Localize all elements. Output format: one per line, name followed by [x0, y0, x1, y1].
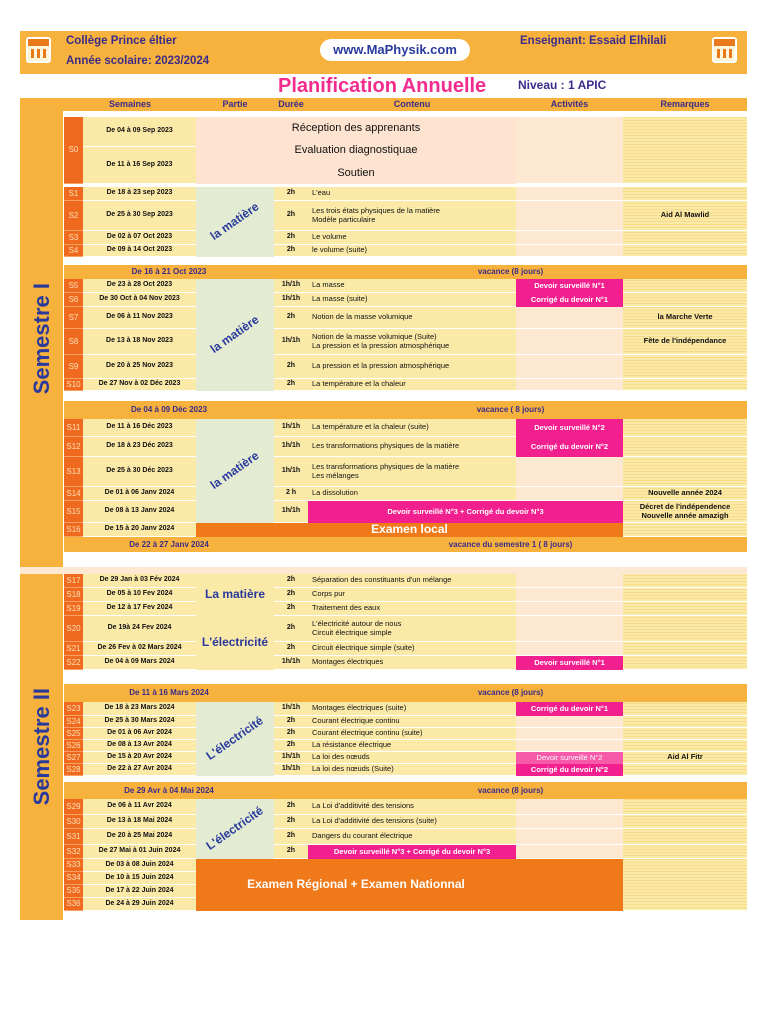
s0-content-line: Evaluation diagnostiquae	[294, 144, 418, 157]
duration-cell: 2h	[274, 716, 308, 728]
activity-cell	[516, 588, 623, 602]
week-index: S8	[64, 329, 83, 355]
remark-cell: Fête de l'indépendance	[623, 329, 747, 355]
duration-cell: 1h/1h	[274, 279, 308, 293]
content-cell: le volume (suite)	[308, 245, 516, 257]
header-blank	[20, 98, 64, 111]
week-dates: De 04 à 09 Mars 2024	[83, 656, 196, 670]
week-dates: De 20 à 25 Nov 2023	[83, 355, 196, 379]
week-index: S23	[64, 702, 83, 716]
content-cell: Courant électrique continu	[308, 716, 516, 728]
semester-gap	[20, 567, 747, 574]
duration-cell: 2h	[274, 379, 308, 391]
exam-banner: Devoir surveillé N°3 + Corrigé du devoir N°3	[308, 845, 516, 859]
week-dates: De 03 à 08 Juin 2024	[83, 859, 196, 872]
duration-cell: 2h	[274, 307, 308, 329]
duration-cell: 2 h	[274, 487, 308, 501]
week-index: S15	[64, 501, 83, 523]
week-dates: De 08 à 13 Avr 2024	[83, 740, 196, 752]
activity-cell	[516, 187, 623, 201]
week-index: S7	[64, 307, 83, 329]
school-name: Collège Prince éltier	[66, 35, 177, 47]
duration-cell: 2h	[274, 602, 308, 616]
duration-cell: 2h	[274, 355, 308, 379]
activity-badge: Corrigé du devoir N°2	[516, 437, 623, 457]
week-index: S3	[64, 231, 83, 245]
week-index: S29	[64, 799, 83, 815]
duration-cell: 2h	[274, 574, 308, 588]
week-index: S4	[64, 245, 83, 257]
week-dates: De 06 à 11 Nov 2023	[83, 307, 196, 329]
vacation-dates: De 22 à 27 Janv 2024	[64, 537, 274, 552]
week-index: S19	[64, 602, 83, 616]
vacation-label: vacance du semestre 1 ( 8 jours)	[274, 537, 747, 552]
week-dates: De 01 à 06 Avr 2024	[83, 728, 196, 740]
week-index: S2	[64, 201, 83, 231]
duration-cell: 1h/1h	[274, 437, 308, 457]
activity-badge: Devoir surveillé N°2	[516, 419, 623, 437]
content-cell: L'eau	[308, 187, 516, 201]
week-index: S11	[64, 419, 83, 437]
column-header-part: Partie	[196, 98, 274, 111]
activity-cell	[516, 845, 623, 859]
vacation-label: vacance (8 jours)	[274, 684, 747, 702]
content-cell: L'électricité autour de nous Circuit électrique simple	[308, 616, 516, 642]
semester-1-label: Semestre I	[20, 111, 64, 567]
week-dates: De 05 à 10 Fev 2024	[83, 588, 196, 602]
part-matiere: la matière	[196, 187, 274, 257]
final-exam-fill	[516, 859, 623, 911]
duration-cell: 2h	[274, 245, 308, 257]
content-cell: La température et la chaleur	[308, 379, 516, 391]
remark-cell	[623, 656, 747, 670]
site-link[interactable]: www.MaPhysik.com	[320, 39, 470, 61]
duration-cell: 2h	[274, 588, 308, 602]
week-dates: De 18 à 23 Déc 2023	[83, 437, 196, 457]
activity-badge: Corrigé du devoir N°1	[516, 702, 623, 716]
week-dates: De 24 à 29 Juin 2024	[83, 898, 196, 911]
planning-table	[20, 98, 747, 920]
week-index: S34	[64, 872, 83, 885]
week-index: S18	[64, 588, 83, 602]
content-cell: La résistance électrique	[308, 740, 516, 752]
remark-cell	[623, 231, 747, 245]
week-index: S32	[64, 845, 83, 859]
activity-cell	[516, 799, 623, 815]
week-dates: De 02 à 07 Oct 2023	[83, 231, 196, 245]
vacation-dates: De 29 Avr à 04 Mai 2024	[64, 782, 274, 799]
content-cell: Notion de la masse volumique (Suite) La pression et la pression atmosphérique	[308, 329, 516, 355]
content-cell: Les transformations physiques de la matière	[308, 437, 516, 457]
duration-cell: 2h	[274, 815, 308, 829]
remark-cell: Nouvelle année 2024	[623, 487, 747, 501]
activity-badge: Devoir surveillé N°1	[516, 279, 623, 293]
remark-cell	[623, 187, 747, 201]
exam-banner: Devoir surveillé N°3 + Corrigé du devoir N°3	[308, 501, 623, 523]
week-dates: De 04 à 09 Sep 2023	[83, 117, 196, 147]
activity-cell	[516, 379, 623, 391]
week-index: S12	[64, 437, 83, 457]
week-index: S28	[64, 764, 83, 776]
duration-cell: 2h	[274, 740, 308, 752]
part-electricite: L'électricité	[196, 799, 274, 859]
duration-cell: 2h	[274, 845, 308, 859]
school-year: Année scolaire: 2023/2024	[66, 55, 210, 67]
week-index: S1	[64, 187, 83, 201]
content-cell: La température et la chaleur (suite)	[308, 419, 516, 437]
remark-cell	[623, 419, 747, 437]
week-index: S5	[64, 279, 83, 293]
duration-cell: 1h/1h	[274, 501, 308, 523]
duration-cell: 2h	[274, 829, 308, 845]
remark-cell	[623, 740, 747, 752]
activity-cell	[516, 815, 623, 829]
part-matiere: la matière	[196, 419, 274, 523]
week-index: S9	[64, 355, 83, 379]
activity-cell	[516, 117, 623, 184]
column-header-duration: Durée	[274, 98, 308, 111]
week-index: S0	[64, 117, 83, 184]
part-matiere: la matière	[196, 279, 274, 391]
activity-cell	[516, 231, 623, 245]
content-cell: La dissolution	[308, 487, 516, 501]
activity-cell	[516, 642, 623, 656]
activity-badge: Devoir surveillé N°1	[516, 656, 623, 670]
week-dates: De 26 Fev à 02 Mars 2024	[83, 642, 196, 656]
week-dates: De 17 à 22 Juin 2024	[83, 885, 196, 898]
duration-cell: 1h/1h	[274, 764, 308, 776]
week-index: S6	[64, 293, 83, 307]
activity-cell	[516, 201, 623, 231]
content-cell: Les trois états physiques de la matière Modèle particulaire	[308, 201, 516, 231]
remark-cell	[623, 799, 747, 815]
week-index: S33	[64, 859, 83, 872]
week-dates: De 25 à 30 Déc 2023	[83, 457, 196, 487]
activity-cell	[516, 602, 623, 616]
s0-content-line: Réception des apprenants	[291, 121, 421, 134]
content-cell: La pression et la pression atmosphérique	[308, 355, 516, 379]
remark-cell	[623, 702, 747, 716]
s0-content	[196, 117, 516, 184]
content-cell: Montages électriques (suite)	[308, 702, 516, 716]
remark-cell	[623, 245, 747, 257]
vacation-label: vacance (8 jours)	[274, 782, 747, 799]
content-cell: Notion de la masse volumique	[308, 307, 516, 329]
calendar-icon	[712, 37, 737, 63]
remark-cell	[623, 379, 747, 391]
remark-cell	[623, 815, 747, 829]
column-header-content: Contenu	[308, 98, 516, 111]
week-dates: De 23 à 28 Oct 2023	[83, 279, 196, 293]
week-index: S20	[64, 616, 83, 642]
week-dates: De 29 Jan à 03 Fév 2024	[83, 574, 196, 588]
week-dates: De 10 à 15 Juin 2024	[83, 872, 196, 885]
duration-cell: 2h	[274, 728, 308, 740]
remark-cell	[623, 845, 747, 859]
duration-cell: 1h/1h	[274, 457, 308, 487]
part-electricite-flat: L'électricité	[196, 616, 274, 670]
remark-cell	[623, 642, 747, 656]
week-index: S36	[64, 898, 83, 911]
page-title: Planification Annuelle	[278, 75, 487, 97]
week-dates: De 30 Oct à 04 Nov 2023	[83, 293, 196, 307]
week-dates: De 06 à 11 Avr 2024	[83, 799, 196, 815]
remark-cell	[623, 829, 747, 845]
content-cell: La Loi d'additivité des tensions	[308, 799, 516, 815]
local-exam-banner: Examen local	[196, 523, 623, 537]
s0-content-line: Soutien	[337, 166, 375, 179]
content-cell: La loi des nœuds (Suite)	[308, 764, 516, 776]
week-index: S25	[64, 728, 83, 740]
week-dates: De 20 à 25 Mai 2024	[83, 829, 196, 845]
remark-cell	[623, 523, 747, 537]
activity-cell	[516, 457, 623, 487]
remark-cell	[623, 293, 747, 307]
duration-cell: 2h	[274, 231, 308, 245]
week-index: S13	[64, 457, 83, 487]
remark-cell	[623, 437, 747, 457]
content-cell: La masse (suite)	[308, 293, 516, 307]
week-index: S10	[64, 379, 83, 391]
week-index: S31	[64, 829, 83, 845]
remark-cell	[623, 616, 747, 642]
content-cell: La masse	[308, 279, 516, 293]
part-electricite: L'électricité	[196, 702, 274, 776]
calendar-icon	[26, 37, 51, 63]
week-dates: De 13 à 18 Nov 2023	[83, 329, 196, 355]
week-dates: De 18 à 23 Mars 2024	[83, 702, 196, 716]
remark-cell	[623, 764, 747, 776]
week-index: S16	[64, 523, 83, 537]
duration-cell: 1h/1h	[274, 656, 308, 670]
activity-badge: Devoir surveillé N°2	[516, 752, 623, 764]
week-index: S14	[64, 487, 83, 501]
remark-cell: Décret de l'indépendence Nouvelle année amazigh	[623, 501, 747, 523]
activity-cell	[516, 487, 623, 501]
week-index: S17	[64, 574, 83, 588]
duration-cell: 2h	[274, 201, 308, 231]
column-header-activities: Activités	[516, 98, 623, 111]
week-index: S35	[64, 885, 83, 898]
duration-cell: 2h	[274, 616, 308, 642]
remark-cell	[623, 859, 747, 911]
activity-cell	[516, 728, 623, 740]
content-cell: Corps pur	[308, 588, 516, 602]
activity-badge: Corrigé du devoir N°1	[516, 293, 623, 307]
vacation-dates: De 04 à 09 Déc 2023	[64, 401, 274, 419]
week-index: S22	[64, 656, 83, 670]
week-dates: De 12 à 17 Fev 2024	[83, 602, 196, 616]
final-exam-banner: Examen Régional + Examen Nationnal	[196, 859, 516, 911]
week-dates: De 25 à 30 Sep 2023	[83, 201, 196, 231]
column-header-remarks: Remarques	[623, 98, 747, 111]
activity-cell	[516, 829, 623, 845]
vacation-label: vacance ( 8 jours)	[274, 401, 747, 419]
week-dates: De 18 à 23 sep 2023	[83, 187, 196, 201]
content-cell: Séparation des constituants d'un mélange	[308, 574, 516, 588]
week-index: S27	[64, 752, 83, 764]
activity-cell	[516, 245, 623, 257]
activity-cell	[516, 716, 623, 728]
content-cell: Traitement des eaux	[308, 602, 516, 616]
header-bar	[20, 31, 747, 74]
remark-cell	[623, 355, 747, 379]
vacation-dates: De 11 à 16 Mars 2024	[64, 684, 274, 702]
remark-cell	[623, 279, 747, 293]
remark-cell: Aid Al Mawlid	[623, 201, 747, 231]
content-cell: La loi des nœuds	[308, 752, 516, 764]
week-dates: De 15 à 20 Janv 2024	[83, 523, 196, 537]
remark-cell: Aid Al Fitr	[623, 752, 747, 764]
week-dates: De 01 à 06 Janv 2024	[83, 487, 196, 501]
vacation-dates: De 16 à 21 Oct 2023	[64, 265, 274, 279]
duration-cell: 2h	[274, 642, 308, 656]
remark-cell: la Marche Verte	[623, 307, 747, 329]
duration-cell: 1h/1h	[274, 702, 308, 716]
week-dates: De 27 Mai à 01 Juin 2024	[83, 845, 196, 859]
activity-cell	[516, 307, 623, 329]
duration-cell: 2h	[274, 187, 308, 201]
content-cell: Le volume	[308, 231, 516, 245]
remark-cell	[623, 117, 747, 184]
title-bar	[20, 74, 747, 98]
content-cell: Dangers du courant électrique	[308, 829, 516, 845]
activity-badge: Corrigé du devoir N°2	[516, 764, 623, 776]
duration-cell: 1h/1h	[274, 329, 308, 355]
duration-cell: 1h/1h	[274, 752, 308, 764]
duration-cell: 1h/1h	[274, 293, 308, 307]
activity-cell	[516, 574, 623, 588]
content-cell: Montages électriques	[308, 656, 516, 670]
remark-cell	[623, 716, 747, 728]
duration-cell: 2h	[274, 799, 308, 815]
week-index: S26	[64, 740, 83, 752]
week-index: S24	[64, 716, 83, 728]
vacation-label: vacance (8 jours)	[274, 265, 747, 279]
week-dates: De 09 à 14 Oct 2023	[83, 245, 196, 257]
content-cell: La Loi d'additivité des tensions (suite)	[308, 815, 516, 829]
semester-2-label: Semestre II	[20, 574, 64, 920]
week-dates: De 11 à 16 Sep 2023	[83, 147, 196, 184]
teacher-name: Enseignant: Essaid Elhilali	[520, 35, 667, 47]
week-dates: De 19à 24 Fev 2024	[83, 616, 196, 642]
week-index: S30	[64, 815, 83, 829]
remark-cell	[623, 588, 747, 602]
activity-cell	[516, 329, 623, 355]
level-label: Niveau : 1 APIC	[518, 78, 607, 92]
activity-cell	[516, 616, 623, 642]
week-dates: De 15 à 20 Avr 2024	[83, 752, 196, 764]
content-cell: Les transformations physiques de la matière Les mélanges	[308, 457, 516, 487]
week-dates: De 13 à 18 Mai 2024	[83, 815, 196, 829]
remark-cell	[623, 574, 747, 588]
duration-cell: 1h/1h	[274, 419, 308, 437]
column-header-weeks: Semaines	[64, 98, 196, 111]
week-dates: De 25 à 30 Mars 2024	[83, 716, 196, 728]
activity-cell	[516, 740, 623, 752]
week-index: S21	[64, 642, 83, 656]
part-matiere-flat: La matière	[196, 574, 274, 616]
remark-cell	[623, 602, 747, 616]
content-cell: Circuit électrique simple (suite)	[308, 642, 516, 656]
remark-cell	[623, 457, 747, 487]
week-dates: De 22 à 27 Avr 2024	[83, 764, 196, 776]
content-cell: Courant électrique continu (suite)	[308, 728, 516, 740]
week-dates: De 11 à 16 Déc 2023	[83, 419, 196, 437]
remark-cell	[623, 728, 747, 740]
week-dates: De 08 à 13 Janv 2024	[83, 501, 196, 523]
week-dates: De 27 Nov à 02 Déc 2023	[83, 379, 196, 391]
activity-cell	[516, 355, 623, 379]
